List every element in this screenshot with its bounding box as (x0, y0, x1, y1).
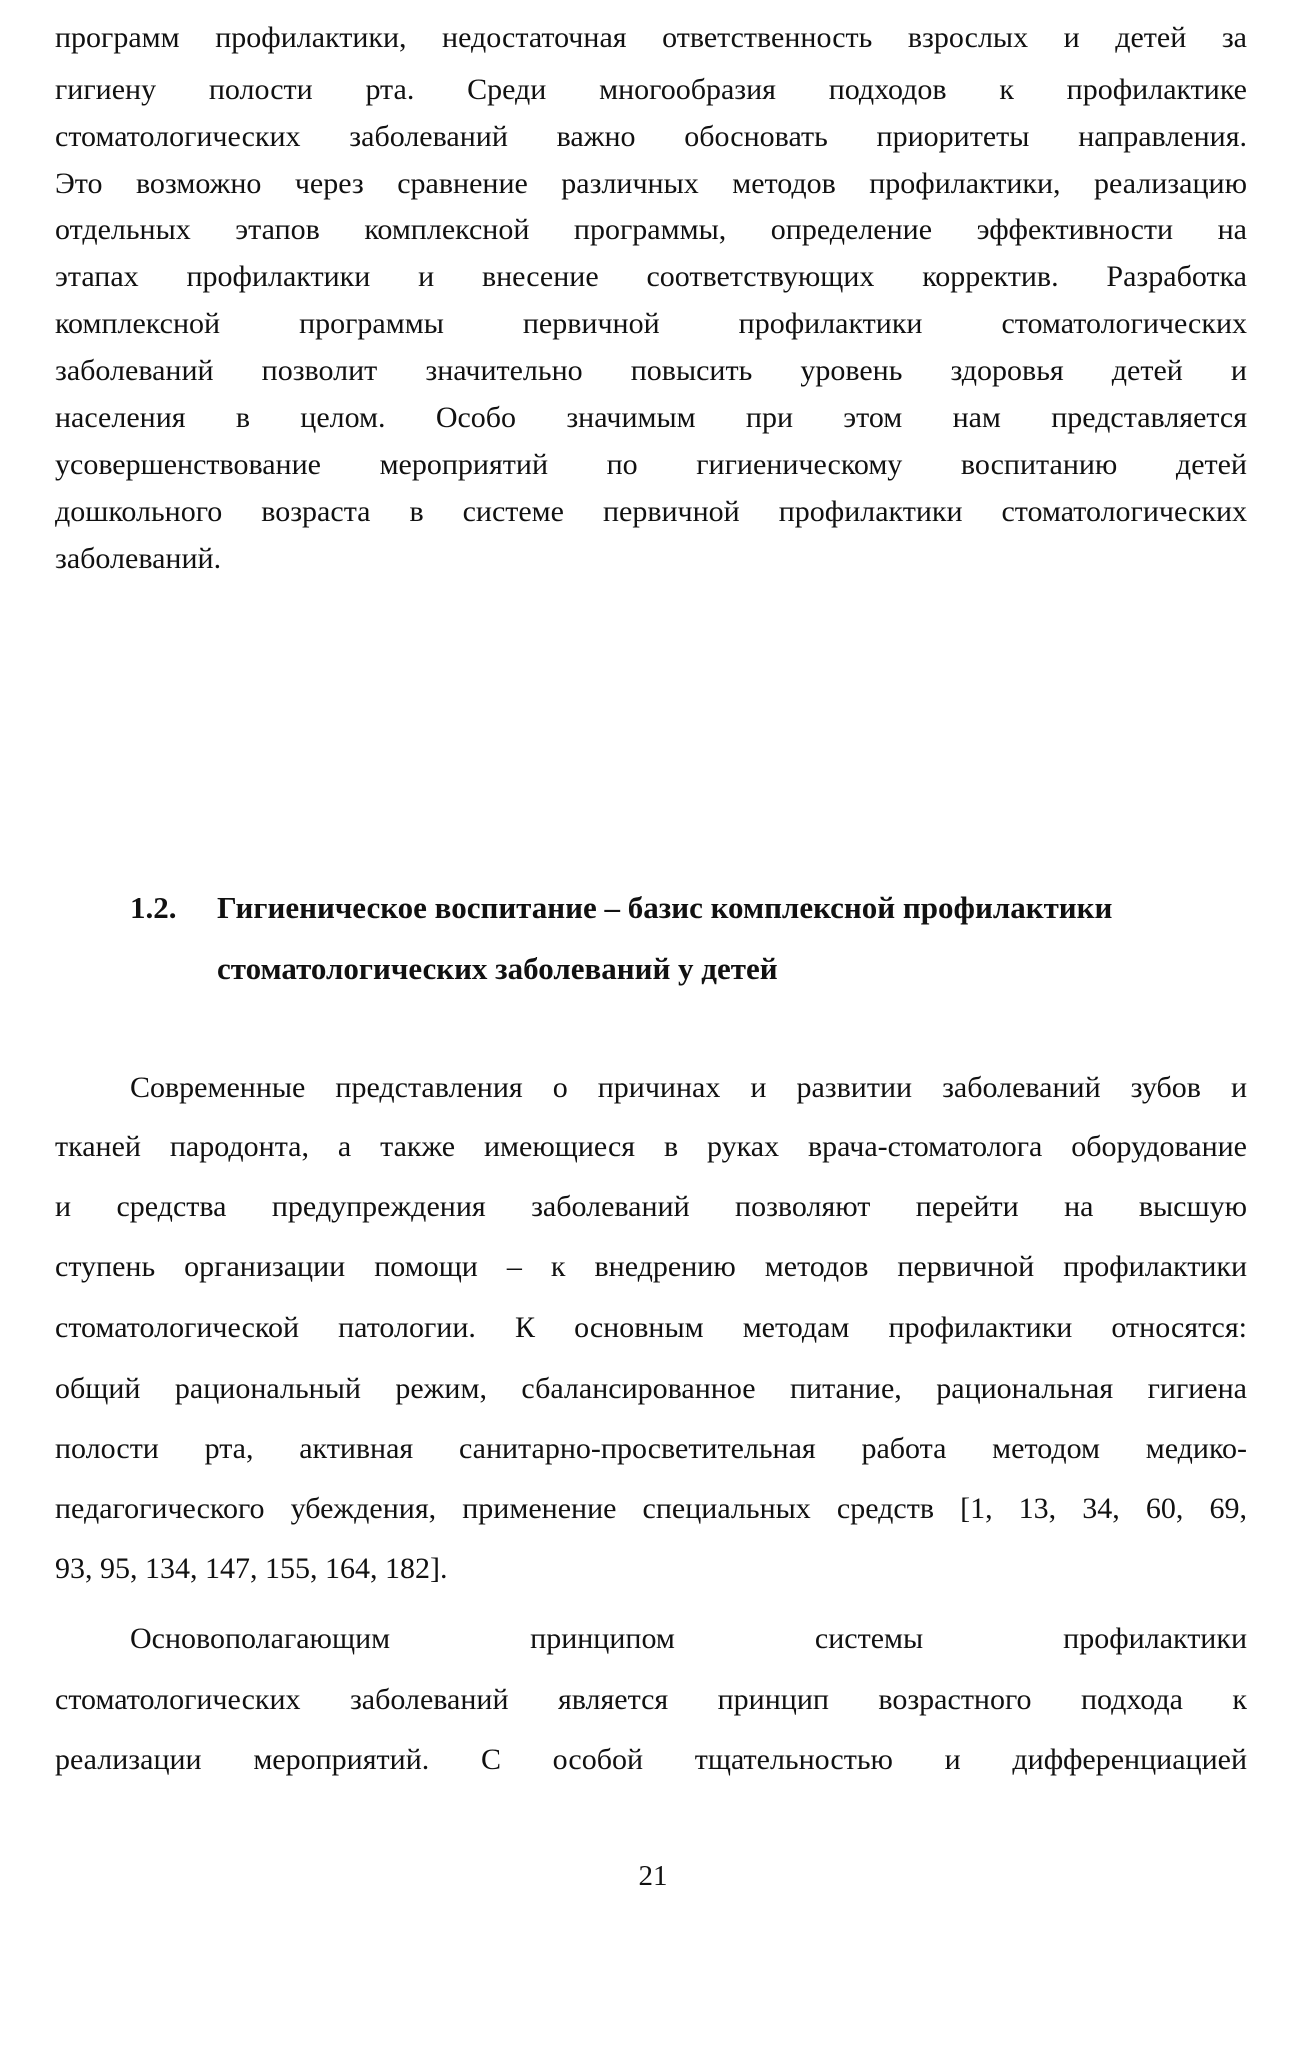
text-line: Современные представления о причинах и развитии заболеваний зубов и (130, 1071, 1247, 1104)
text-line: заболеваний позволит значительно повысить уровень здоровья детей и (55, 354, 1247, 387)
section-number: 1.2. (130, 890, 177, 925)
text-line: Основополагающим принципом системы профилактики (130, 1622, 1247, 1655)
text-line: стоматологических заболеваний важно обосновать приоритеты направления. (55, 120, 1247, 153)
page-number: 21 (638, 1860, 668, 1892)
section-title-line: Гигиеническое воспитание – базис комплексной профилактики (217, 890, 1113, 925)
text-line: гигиену полости рта. Среди многообразия подходов к профилактике (55, 73, 1247, 106)
text-line: общий рациональный режим, сбалансированное питание, рациональная гигиена (55, 1372, 1247, 1405)
text-line: стоматологической патологии. К основным методам профилактики относятся: (55, 1311, 1247, 1344)
text-line: ступень организации помощи – к внедрению методов первичной профилактики (55, 1250, 1247, 1283)
text-line: тканей пародонта, а также имеющиеся в руках врача-стоматолога оборудование (55, 1130, 1247, 1163)
text-line: и средства предупреждения заболеваний позволяют перейти на высшую (55, 1190, 1247, 1223)
text-line: реализации мероприятий. С особой тщательностью и дифференциацией (55, 1743, 1247, 1776)
text-line: педагогического убеждения, применение специальных средств [1, 13, 34, 60, 69, (55, 1492, 1247, 1525)
text-line: усовершенствование мероприятий по гигиеническому воспитанию детей (55, 448, 1247, 481)
text-line: комплексной программы первичной профилактики стоматологических (55, 307, 1247, 340)
text-line: этапах профилактики и внесение соответствующих корректив. Разработка (55, 260, 1247, 293)
text-line: заболеваний. (55, 542, 222, 575)
text-line: программ профилактики, недостаточная ответственность взрослых и детей за (55, 21, 1247, 54)
text-line: 93, 95, 134, 147, 155, 164, 182]. (55, 1552, 448, 1585)
text-line: стоматологических заболеваний является принцип возрастного подхода к (55, 1683, 1247, 1716)
section-title-line: стоматологических заболеваний у детей (217, 951, 778, 986)
text-line: населения в целом. Особо значимым при этом нам представляется (55, 401, 1247, 434)
text-line: отдельных этапов комплексной программы, определение эффективности на (55, 213, 1247, 246)
text-line: полости рта, активная санитарно-просветительная работа методом медико- (55, 1432, 1247, 1465)
text-line: Это возможно через сравнение различных методов профилактики, реализацию (55, 167, 1247, 200)
text-line: дошкольного возраста в системе первичной профилактики стоматологических (55, 495, 1247, 528)
